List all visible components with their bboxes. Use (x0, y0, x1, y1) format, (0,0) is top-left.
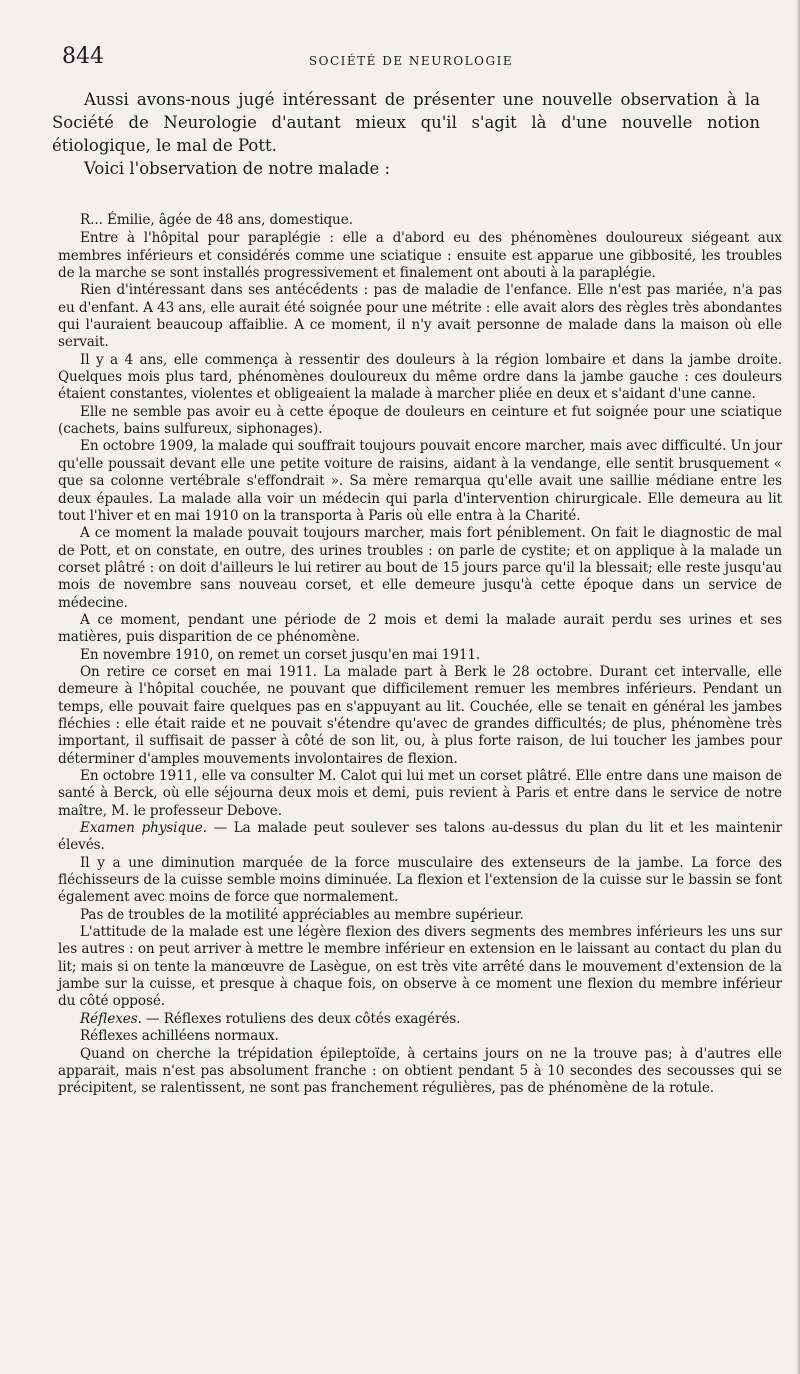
intro-section (52, 88, 760, 180)
observation-paragraph: L'attitude de la malade est une légère flexion des divers segments des membres inférieurs les uns sur les autres : on peut arriver à mettre le membre inférieur en extension en le laissant au contact du plan du lit; mais si on tente la manœuvre de Lasègue, on est très vite arrêté dans le mouvement d'extension de la jambe sur la cuisse, et presque à chaque fois, on observe à ce moment une flexion du membre inférieur du côté opposé. (58, 924, 782, 1010)
reflexes-text: — Réflexes rotuliens des deux côtés exagérés. (146, 1010, 461, 1027)
examen-text: — La malade peut soulever ses talons au-dessus du plan du lit et les maintenir élevés. (58, 820, 782, 854)
scan-edge (796, 0, 800, 1374)
observation-paragraph: On retire ce corset en mai 1911. La malade part à Berk le 28 octobre. Durant cet intervalle, elle demeure à l'hôpital couchée, ne pouvant que difficilement remuer les membres inférieurs. Pendant un temps, elle pouvait faire quelques pas en s'appuyant au lit. Couchée, elle se tenait en général les jambes fléchies : elle était raide et ne pouvait s'étendre qu'avec de grandes difficultés; de plus, phénomène très important, il suffisait de passer à côté de son lit, ou, à plus forte raison, de lui toucher les jambes pour déterminer d'amples mouvements involontaires de flexion. (58, 663, 782, 767)
examen-paragraph (58, 820, 782, 855)
observation-paragraph: Entre à l'hôpital pour paraplégie : elle a d'abord eu des phénomènes douloureux siégeant aux membres inférieurs et considérés comme une sciatique : ensuite est apparue une gibbosité, les troubles de la marche se sont installés progressivement et finalement ont abouti à la paraplégie. (58, 230, 782, 282)
observation-paragraph: Elle ne semble pas avoir eu à cette époque de douleurs en ceinture et fut soignée pour une sciatique (cachets, bains sulfureux, siphonages). (58, 403, 782, 438)
observation-paragraph: Il y a 4 ans, elle commença à ressentir des douleurs à la région lombaire et dans la jambe droite. Quelques mois plus tard, phénomènes douloureux du même ordre dans la jambe gauche : ces douleurs étaient constantes, violentes et obligeaient la malade à marcher pliée en deux et s'aidant d'une canne. (58, 351, 782, 403)
patient-line: R... Émilie, âgée de 48 ans, domestique. (80, 212, 353, 228)
observation-paragraph: Réflexes achilléens normaux. (80, 1028, 279, 1045)
observation-section (58, 212, 782, 1098)
observation-paragraph: A ce moment la malade pouvait toujours marcher, mais fort péniblement. On fait le diagnostic de mal de Pott, et on constate, en outre, des urines troubles : on parle de cystite; et on applique à la malade un corset plâtré : on doit d'ailleurs le lui retirer au bout de 15 jours parce qu'il la blessait; elle reste jusqu'au mois de novembre sans nouveau corset, et elle demeure jusqu'à cette époque dans un service de médecine. (58, 525, 782, 611)
observation-paragraph: Il y a une diminution marquée de la force musculaire des extenseurs de la jambe. La force des fléchisseurs de la cuisse semble moins diminuée. La flexion et l'extension de la cuisse sur le bassin se font également avec moins de force que normalement. (58, 854, 782, 906)
observation-paragraph: En novembre 1910, on remet un corset jusqu'en mai 1911. (80, 646, 481, 663)
observation-paragraph: Pas de troubles de la motilité appréciables au membre supérieur. (80, 906, 524, 923)
page-header (62, 44, 760, 74)
page-number: 844 (62, 44, 104, 69)
observation-paragraph: En octobre 1911, elle va consulter M. Calot qui lui met un corset plâtré. Elle entre dans une maison de santé à Berck, où elle séjourna deux mois et demi, puis revient à Paris et entre dans le service de notre maître, M. le professeur Debove. (58, 768, 782, 819)
observation-paragraph: A ce moment, pendant une période de 2 mois et demi la malade aurait perdu ses urines et ses matières, puis disparition de ce phénomène. (58, 611, 782, 646)
reflexes-heading: Réflexes. (80, 1010, 142, 1027)
intro-paragraph: Aussi avons-nous jugé intéressant de présenter une nouvelle observation à la Société de Neurologie d'autant mieux qu'il s'agit là d'une nouvelle notion étiologique, le mal de Pott. (52, 90, 760, 155)
observation-paragraph: En octobre 1909, la malade qui souffrait toujours pouvait encore marcher, mais avec difficulté. Un jour qu'elle poussait devant elle une petite voiture de raisins, aidant à la vendange, elle sentit brusquement « que sa colonne vertébrale s'effondrait ». Sa mère remarqua qu'elle avait une saillie médiane entre les deux épaules. La malade alla voir un médecin qui parla d'intervention chirurgicale. Elle demeura au lit tout l'hiver et en mai 1910 on la transporta à Paris où elle entra à la Charité. (58, 438, 782, 524)
examen-heading: Examen physique. (80, 820, 207, 837)
observation-paragraph: Quand on cherche la trépidation épileptoïde, à certains jours on ne la trouve pas; à d'autres elle apparait, mais n'est pas absolument franche : on obtient pendant 5 à 10 secondes des secousses qui se précipitent, se ralentissent, ne sont pas franchement régulières, pas de phénomène de la rotule. (58, 1045, 782, 1097)
reflexes-paragraph (58, 1011, 782, 1028)
running-head: SOCIÉTÉ DE NEUROLOGIE (308, 54, 514, 68)
intro-paragraph: Voici l'observation de notre malade : (84, 159, 391, 178)
observation-paragraph: Rien d'intéressant dans ses antécédents : pas de maladie de l'enfance. Elle n'est pas mariée, n'a pas eu d'enfant. A 43 ans, elle aurait été soignée pour une métrite : elle avait alors des règles très abondantes qui l'auraient beaucoup affaiblie. A ce moment, il n'y avait personne de malade dans la maison où elle servait. (58, 282, 782, 351)
